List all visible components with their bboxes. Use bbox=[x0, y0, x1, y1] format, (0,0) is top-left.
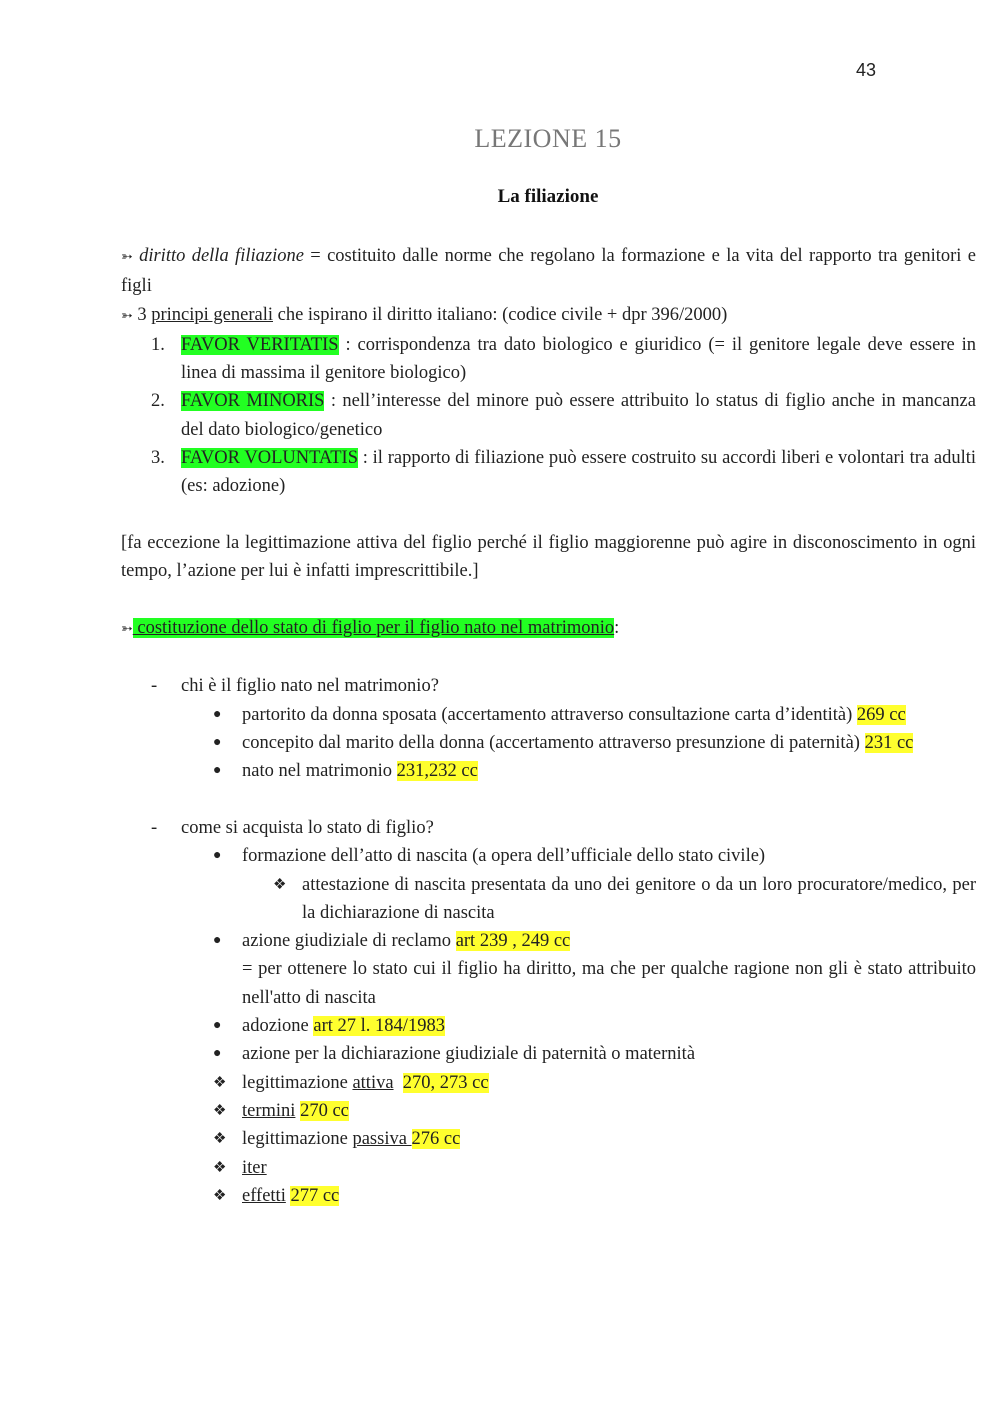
list-item bbox=[121, 701, 976, 729]
four-diamond-icon: ❖ bbox=[213, 1131, 227, 1148]
item-prefix: legittimazione bbox=[242, 1129, 353, 1150]
article-reference: 270, 273 cc bbox=[402, 1072, 489, 1093]
article-reference: 270 cc bbox=[300, 1100, 349, 1121]
diamond-list-item bbox=[121, 1154, 976, 1182]
list-item-text: nato nel matrimonio bbox=[242, 761, 397, 782]
list-item-text: azione per la dichiarazione giudiziale di paternità o maternità bbox=[242, 1044, 696, 1065]
list-number: 3. bbox=[151, 448, 165, 469]
principle-label: FAVOR VERITATIS bbox=[181, 334, 339, 355]
principles-underlined: principi generali bbox=[151, 304, 273, 325]
list-item bbox=[121, 729, 976, 757]
question-text: come si acquista lo stato di figlio? bbox=[181, 817, 434, 838]
section-colon: : bbox=[614, 617, 620, 638]
list-number: 1. bbox=[151, 334, 165, 355]
item-underlined: attiva bbox=[352, 1072, 394, 1093]
item-underlined: passiva bbox=[352, 1129, 412, 1150]
principle-item bbox=[121, 444, 976, 501]
feathered-arrow-icon: ➳ bbox=[121, 308, 133, 324]
four-diamond-icon: ❖ bbox=[213, 1187, 227, 1204]
item-prefix: legittimazione bbox=[242, 1072, 353, 1093]
list-number: 2. bbox=[151, 391, 165, 412]
four-diamond-icon: ❖ bbox=[273, 876, 287, 893]
four-diamond-icon: ❖ bbox=[213, 1159, 227, 1176]
document-body bbox=[121, 242, 976, 1210]
principle-text: : il rapporto di filiazione può essere costruito su accordi liberi e volontari tra adulti (es: adozione) bbox=[181, 448, 976, 497]
list-item-continuation: = per ottenere lo stato cui il figlio ha diritto, ma che per qualche ragione non gli è stato attribuito nell'atto di nascita bbox=[242, 959, 976, 1008]
intro-definition: = costituito dalle norme che regolano la formazione e la vita del rapporto tra genitori e figli bbox=[121, 246, 976, 297]
bullet-icon: ● bbox=[213, 735, 222, 751]
principle-label: FAVOR MINORIS bbox=[181, 391, 325, 412]
four-diamond-icon: ❖ bbox=[213, 1074, 227, 1091]
list-item bbox=[121, 927, 976, 955]
question-item bbox=[121, 814, 976, 842]
article-reference: art 27 l. 184/1983 bbox=[313, 1016, 445, 1037]
intro-term: diritto della filiazione bbox=[139, 246, 304, 266]
article-reference: 276 cc bbox=[411, 1129, 461, 1150]
list-item-text: concepito dal marito della donna (accertamento attraverso presunzione di paternità) bbox=[242, 733, 865, 754]
list-item-text: formazione dell’atto di nascita (a opera dell’ufficiale dello stato civile) bbox=[242, 846, 766, 867]
principle-item bbox=[121, 387, 976, 444]
item-space bbox=[394, 1073, 403, 1093]
page-subtitle: La filiazione bbox=[497, 186, 599, 207]
item-underlined: effetti bbox=[242, 1185, 286, 1206]
bullet-icon: ● bbox=[213, 706, 222, 722]
item-underlined: termini bbox=[242, 1100, 296, 1121]
principle-text: : nell’interesse del minore può essere attribuito lo status di figlio anche in mancanza del dato biologico/genetico bbox=[181, 391, 976, 440]
list-item bbox=[121, 757, 976, 785]
article-reference: art 239 , 249 cc bbox=[455, 931, 571, 952]
principles-intro bbox=[121, 301, 976, 331]
list-item-text: partorito da donna sposata (accertamento attraverso consultazione carta d’identità) bbox=[242, 704, 857, 725]
principle-text: : corrispondenza tra dato biologico e giuridico (= il genitore legale deve essere in linea di massima il genitore biologico) bbox=[181, 334, 977, 384]
diamond-list-item bbox=[121, 1182, 976, 1210]
section-heading-text: costituzione dello stato di figlio per il figlio nato nel matrimonio bbox=[132, 617, 615, 638]
feathered-arrow-icon: ➳ bbox=[121, 621, 133, 637]
article-reference: 277 cc bbox=[290, 1185, 340, 1206]
sub-list-item-text: attestazione di nascita presentata da uno dei genitore o da un loro procuratore/medico, per la dichiarazione di nascita bbox=[302, 874, 976, 923]
list-item-text: azione giudiziale di reclamo bbox=[242, 931, 456, 952]
question-item bbox=[121, 672, 976, 700]
article-reference: 269 cc bbox=[856, 704, 906, 725]
bullet-icon: ● bbox=[213, 1046, 222, 1062]
list-item bbox=[121, 842, 976, 870]
list-item-text: adozione bbox=[242, 1016, 314, 1037]
page-number: 43 bbox=[856, 60, 877, 80]
item-underlined: iter bbox=[242, 1157, 267, 1178]
list-item bbox=[121, 1012, 976, 1040]
four-diamond-icon: ❖ bbox=[213, 1102, 227, 1119]
article-reference: 231 cc bbox=[864, 733, 914, 754]
diamond-list-item bbox=[121, 1069, 976, 1097]
feathered-arrow-icon: ➳ bbox=[121, 250, 133, 265]
diamond-list-item bbox=[121, 1097, 976, 1125]
principles-suffix: che ispirano il diritto italiano: (codice civile + dpr 396/2000) bbox=[272, 304, 728, 325]
diamond-list-item bbox=[121, 1125, 976, 1153]
dash-icon: - bbox=[151, 676, 158, 697]
principles-prefix: 3 bbox=[132, 304, 152, 325]
list-item bbox=[121, 1040, 976, 1068]
section-heading bbox=[121, 614, 976, 644]
bullet-icon: ● bbox=[213, 848, 222, 864]
bullet-icon: ● bbox=[213, 763, 222, 779]
principle-item bbox=[121, 331, 976, 388]
sub-list-item bbox=[121, 871, 976, 928]
intro-paragraph bbox=[121, 242, 976, 301]
article-reference: 231,232 cc bbox=[396, 761, 478, 782]
bullet-icon: ● bbox=[213, 1018, 222, 1034]
question-text: chi è il figlio nato nel matrimonio? bbox=[181, 676, 439, 697]
principle-label: FAVOR VOLUNTATIS bbox=[181, 448, 358, 469]
bullet-icon: ● bbox=[213, 933, 222, 949]
dash-icon: - bbox=[151, 817, 158, 838]
page-title: LEZIONE 15 bbox=[474, 124, 622, 153]
note-paragraph: [fa eccezione la legittimazione attiva del figlio perché il figlio maggiorenne può agire in disconoscimento in ogni tempo, l’azione per lui è infatti imprescrittibile.] bbox=[121, 532, 976, 582]
